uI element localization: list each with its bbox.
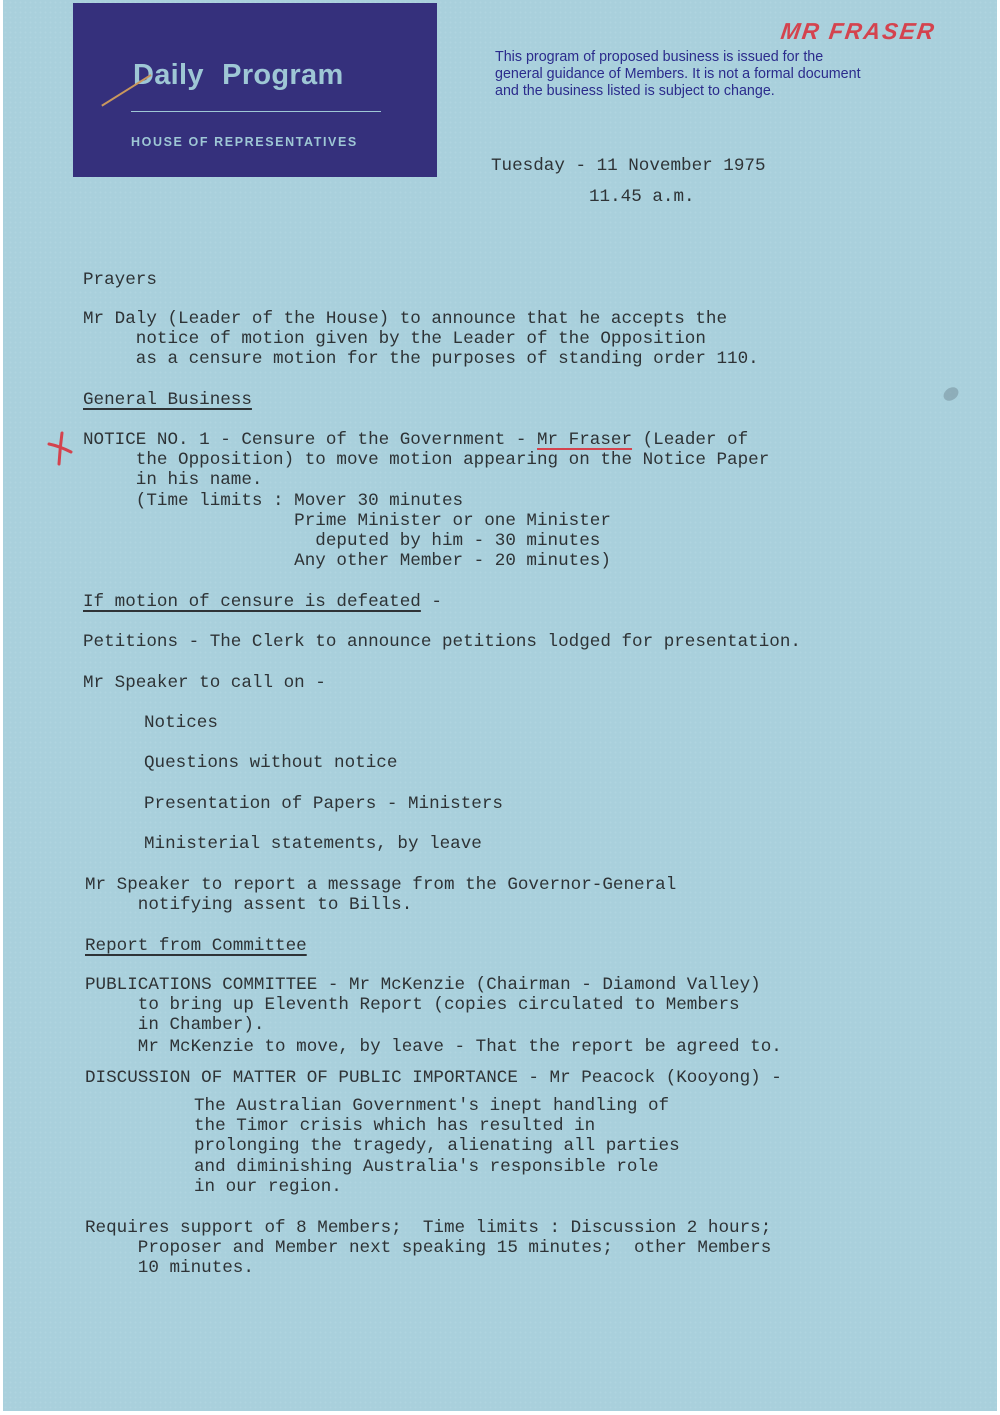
text-line: in Chamber). — [85, 1015, 265, 1036]
text-line: Proposer and Member next speaking 15 minutes; other Members — [85, 1238, 772, 1259]
report-from-committee-heading: Report from Committee — [85, 936, 307, 956]
mpi-requirements — [85, 1218, 771, 1279]
date-line: Tuesday - 11 November 1975 — [491, 156, 766, 176]
text-line: 10 minutes. — [85, 1258, 254, 1279]
disclaimer-line: This program of proposed business is issued for the — [495, 49, 824, 65]
disclaimer-line: general guidance of Members. It is not a formal document — [495, 66, 861, 82]
notice-no-1 — [83, 430, 769, 571]
publications-committee-item — [85, 975, 782, 1057]
speaker-list-item: Questions without notice — [144, 753, 398, 773]
petitions-item: Petitions - The Clerk to announce petitions lodged for presentation. — [83, 632, 801, 652]
text-line: and diminishing Australia's responsible role — [194, 1156, 659, 1177]
text-line: Prime Minister or one Minister — [83, 510, 611, 531]
text-line: in his name. — [83, 470, 263, 491]
notice-mover-name: Mr Fraser — [537, 430, 633, 450]
text-line: deputed by him - 30 minutes — [83, 531, 601, 552]
handwritten-annotation: MR FRASER — [779, 18, 938, 44]
text-line: the Timor crisis which has resulted in — [194, 1116, 596, 1137]
text-line: Mr Speaker to report a message from the Governor-General — [85, 875, 677, 895]
speaker-list-item: Ministerial statements, by leave — [144, 834, 482, 854]
text-line: the Opposition) to move motion appearing on the Notice Paper — [83, 450, 770, 471]
heading-text: If motion of censure is defeated — [83, 592, 421, 612]
speaker-report-item — [85, 875, 676, 915]
text-line: prolonging the tragedy, alienating all parties — [194, 1136, 680, 1157]
masthead-divider — [131, 111, 381, 112]
text-line: Mr Daly (Leader of the House) to announce that he accepts the — [83, 309, 728, 329]
text-line: to bring up Eleventh Report (copies circulated to Members — [85, 995, 740, 1016]
text-line: PUBLICATIONS COMMITTEE - Mr McKenzie (Chairman - Diamond Valley) — [85, 975, 761, 995]
disclaimer-text — [495, 49, 935, 100]
text-line: Any other Member - 20 minutes) — [83, 551, 611, 572]
text-line: in our region. — [194, 1176, 342, 1197]
text-line: Mr McKenzie to move, by leave - That the report be agreed to. — [85, 1036, 782, 1057]
mpi-matter-text — [194, 1096, 680, 1197]
ink-smudge-mark — [941, 384, 961, 403]
time-line: 11.45 a.m. — [589, 187, 695, 207]
disclaimer-line: and the business listed is subject to change. — [495, 83, 775, 99]
heading-suffix: - — [420, 592, 442, 612]
notice-prefix: NOTICE NO. 1 - Censure of the Government - — [83, 430, 537, 450]
if-defeated-heading — [83, 592, 442, 612]
masthead-title: Daily Program — [133, 59, 344, 91]
text-line: notice of motion given by the Leader of the Opposition — [83, 329, 706, 350]
text-line: as a censure motion for the purposes of standing order 110. — [83, 349, 759, 370]
general-business-heading: General Business — [83, 390, 252, 410]
daly-announcement — [83, 309, 759, 370]
mpi-heading: DISCUSSION OF MATTER OF PUBLIC IMPORTANCE - Mr Peacock (Kooyong) - — [85, 1068, 782, 1088]
speaker-call-item: Mr Speaker to call on - — [83, 673, 326, 693]
document-page — [3, 0, 997, 1411]
text-line: (Time limits : Mover 30 minutes — [83, 490, 464, 511]
text-line: notifying assent to Bills. — [85, 895, 413, 916]
text-line: The Australian Government's inept handling of — [194, 1096, 670, 1116]
text-line: Requires support of 8 Members; Time limits : Discussion 2 hours; — [85, 1218, 772, 1238]
masthead-subtitle: HOUSE OF REPRESENTATIVES — [131, 135, 358, 149]
notice-suffix: (Leader of — [632, 430, 749, 450]
speaker-list-item: Presentation of Papers - Ministers — [144, 794, 503, 814]
prayers-item: Prayers — [83, 270, 157, 290]
red-cross-mark-icon — [45, 430, 75, 466]
speaker-list-item: Notices — [144, 713, 218, 733]
